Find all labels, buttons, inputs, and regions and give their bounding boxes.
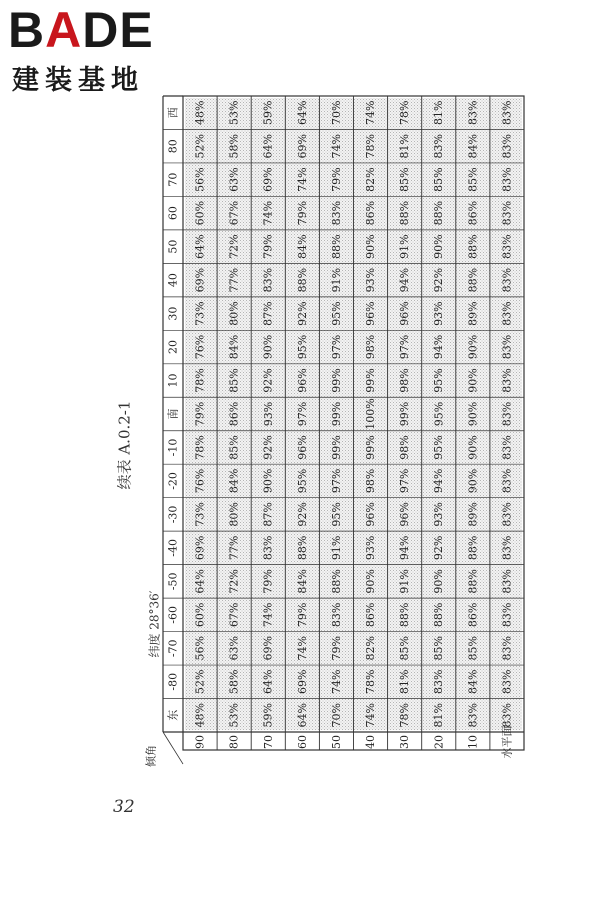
table-cell: 89% [466,301,480,326]
table-cell: 83% [466,703,480,728]
table-cell: 72% [227,569,241,594]
orientation-header: -70 [166,639,180,658]
table-cell: 77% [227,535,241,561]
table-cell: 100% [364,398,378,430]
table-cell: 74% [329,133,343,159]
table-cell: 64% [193,569,207,594]
table-cell: 99% [329,368,343,393]
table-cell: 76% [193,334,207,360]
table-cell: 85% [432,167,446,192]
table-cell: 84% [227,334,241,360]
orientation-header: 20 [166,340,180,355]
table-cell: 95% [432,401,446,427]
table-cell: 99% [329,435,343,460]
table-cell: 91% [329,535,343,561]
table-cell: 96% [398,301,412,326]
table-cell: 95% [295,468,309,494]
table-cell: 94% [432,334,446,360]
table-cell: 88% [432,602,446,628]
table-cell: 90% [364,234,378,259]
table-cell: 83% [500,301,514,326]
table-cell: 81% [398,669,412,695]
table-cell: 96% [364,301,378,326]
table-cell: 83% [500,535,514,561]
table-cell: 96% [295,435,309,460]
table-cell: 83% [500,334,514,360]
table-cell: 90% [432,569,446,594]
table-cell: 69% [193,535,207,561]
tilt-label: 50 [329,735,343,749]
table-cell: 70% [329,100,343,125]
orientation-header: -50 [166,572,180,591]
table-cell: 88% [432,200,446,226]
orientation-header: 10 [166,373,180,388]
table-cell: 83% [432,133,446,159]
table-cell: 88% [466,535,480,561]
table-cell: 99% [364,435,378,460]
table-cell: 86% [364,602,378,628]
table-cell: 69% [261,167,275,192]
table-cell: 86% [364,200,378,226]
table-cell: 78% [364,133,378,159]
table-cell: 67% [227,602,241,628]
tilt-label: 80 [227,735,241,749]
table-cell: 83% [500,703,514,728]
table-cell: 90% [466,368,480,393]
orientation-header: -10 [166,438,180,457]
table-cell: 87% [261,301,275,326]
orientation-header: 80 [166,139,180,154]
logo-subtitle: 建装基地 [12,65,144,96]
table-cell: 98% [364,468,378,494]
table-cell: 81% [432,100,446,125]
table-cell: 83% [500,468,514,494]
logo-letters-end: DE [82,2,154,58]
table-cell: 93% [364,535,378,561]
table-cell: 69% [193,267,207,293]
table-cell: 74% [261,602,275,628]
table-cell: 83% [500,200,514,226]
table-cell: 93% [261,401,275,427]
orientation-header: -80 [166,672,180,691]
table-cell: 84% [295,234,309,259]
orientation-header: 30 [166,306,180,321]
page-number: 32 [113,797,135,817]
table-cell: 74% [261,200,275,226]
table-cell: 98% [398,368,412,393]
table-cell: 83% [500,133,514,159]
table-cell: 83% [500,602,514,628]
table-cell: 74% [295,636,309,661]
table-cell: 95% [432,368,446,393]
table-cell: 64% [261,133,275,159]
table-cell: 73% [193,301,207,326]
table-cell: 64% [261,669,275,695]
table-cell: 93% [364,267,378,293]
orientation-header: 40 [166,273,180,288]
table-cell: 84% [295,569,309,594]
table-cell: 74% [329,669,343,695]
table-cell: 90% [364,569,378,594]
table-cell: 70% [329,703,343,728]
table-cell: 53% [227,703,241,728]
corner-label: 倾角 [144,745,158,767]
table-cell: 56% [193,636,207,661]
table-cell: 74% [364,703,378,728]
table-cell: 99% [329,401,343,427]
table-cell: 58% [227,669,241,695]
tilt-label: 水平面 [500,725,514,759]
table-cell: 56% [193,167,207,192]
table-cell: 76% [193,468,207,494]
table-cell: 64% [295,703,309,728]
table-cell: 78% [193,435,207,460]
orientation-header: 60 [166,206,180,221]
table-cell: 83% [261,535,275,561]
table-cell: 48% [193,100,207,125]
table-cell: 64% [193,234,207,259]
table-cell: 85% [466,636,480,661]
tilt-label: 30 [398,735,412,749]
table-cell: 67% [227,200,241,226]
table-cell: 85% [398,167,412,192]
table-cell: 86% [466,602,480,628]
table-cell: 95% [295,334,309,360]
table-cell: 99% [364,368,378,393]
table-cell: 69% [295,669,309,695]
table-cell: 81% [432,703,446,728]
latitude-label: 纬度 28°36′ [147,590,162,658]
table-cell: 97% [329,334,343,360]
orientation-header: 南 [166,408,180,420]
table-cell: 94% [432,468,446,494]
table-cell: 59% [261,703,275,728]
table-cell: 88% [295,535,309,561]
table-cell: 81% [398,133,412,159]
table-cell: 93% [432,301,446,326]
table-cell: 88% [398,200,412,226]
table-cell: 83% [329,200,343,226]
table-cell: 97% [398,334,412,360]
table-cell: 92% [295,301,309,326]
table-cell: 90% [261,468,275,494]
table-cell: 83% [500,401,514,427]
table-cell: 83% [466,100,480,125]
table-cell: 89% [466,502,480,527]
table-cell: 90% [466,468,480,494]
table-cell: 91% [398,234,412,259]
table-cell: 85% [466,167,480,192]
table-cell: 97% [398,468,412,494]
table-cell: 69% [295,133,309,159]
table-cell: 84% [466,133,480,159]
table-cell: 97% [295,401,309,427]
table-cell: 69% [261,636,275,661]
table-cell: 79% [295,602,309,628]
table-cell: 97% [329,468,343,494]
table-cell: 95% [329,502,343,527]
table-cell: 88% [466,234,480,259]
table-cell: 82% [364,636,378,661]
table-cell: 48% [193,703,207,728]
table-cell: 85% [227,368,241,393]
orientation-header: 西 [166,107,180,119]
orientation-header: 50 [166,239,180,254]
table-cell: 58% [227,133,241,159]
table-cell: 90% [432,234,446,259]
table-cell: 83% [500,669,514,695]
table-cell: 90% [261,334,275,360]
table-cell: 85% [227,435,241,460]
table-cell: 88% [295,267,309,293]
table-cell: 60% [193,602,207,628]
orientation-header: -40 [166,539,180,557]
table-cell: 74% [364,100,378,125]
table-cell: 88% [329,234,343,259]
table-cell: 60% [193,200,207,226]
orientation-header: -60 [166,605,180,624]
table-cell: 74% [295,167,309,192]
tilt-label: 60 [295,735,309,749]
table-caption: 续表 A.0.2-1 [115,400,134,490]
table-cell: 78% [398,703,412,728]
tilt-label: 20 [432,735,446,749]
table-cell: 64% [295,100,309,125]
table-cell: 77% [227,267,241,293]
table-cell: 79% [329,167,343,192]
table-cell: 83% [261,267,275,293]
orientation-header: 东 [166,709,180,721]
table-cell: 88% [329,569,343,594]
table-cell: 84% [466,669,480,695]
tilt-label: 40 [364,735,378,749]
table-cell: 72% [227,234,241,259]
table-cell: 84% [227,468,241,494]
logo-letters: B [8,2,46,58]
table-cell: 83% [500,502,514,527]
table-cell: 96% [398,502,412,527]
tilt-label: 70 [261,735,275,749]
table-cell: 88% [466,569,480,594]
table-cell: 83% [500,100,514,125]
table-cell: 52% [193,669,207,695]
table-cell: 73% [193,502,207,527]
table-cell: 83% [500,636,514,661]
table-cell: 90% [466,435,480,460]
table-cell: 80% [227,502,241,527]
table-cell: 83% [500,569,514,594]
table-cell: 95% [329,301,343,326]
table-cell: 83% [432,669,446,695]
table-cell: 52% [193,133,207,159]
table-cell: 96% [364,502,378,527]
tilt-label: 90 [193,735,207,749]
table-cell: 78% [364,669,378,695]
table-cell: 78% [398,100,412,125]
table-cell: 92% [261,435,275,460]
table-cell: 98% [364,334,378,360]
table-cell: 98% [398,435,412,460]
table-cell: 99% [398,401,412,427]
logo-accent-letter: A [45,2,83,58]
table-cell: 94% [398,267,412,293]
table-cell: 63% [227,167,241,192]
table-cell: 79% [329,636,343,661]
table-cell: 78% [193,368,207,393]
table-cell: 85% [432,636,446,661]
table-cell: 88% [398,602,412,628]
orientation-header: 70 [166,172,180,187]
table-cell: 90% [466,334,480,360]
table-cell: 83% [329,602,343,628]
orientation-header: -20 [166,472,180,490]
table-cell: 59% [261,100,275,125]
table-cell: 83% [500,435,514,460]
table-cell: 95% [432,435,446,460]
table-cell: 53% [227,100,241,125]
table-cell: 82% [364,167,378,192]
tilt-label: 10 [466,735,480,749]
table-cell: 93% [432,502,446,527]
table-cell: 83% [500,368,514,393]
table-cell: 90% [466,401,480,427]
table-cell: 86% [466,200,480,226]
table-cell: 63% [227,636,241,661]
table-cell: 79% [295,200,309,226]
orientation-header: -30 [166,505,180,524]
table-cell: 92% [295,502,309,527]
table-cell: 85% [398,636,412,661]
table-cell: 86% [227,401,241,427]
table-cell: 83% [500,234,514,259]
table-cell: 83% [500,267,514,293]
table-cell: 92% [432,535,446,561]
table-cell: 94% [398,535,412,561]
table-cell: 80% [227,301,241,326]
table-cell: 96% [295,368,309,393]
table-cell: 79% [261,234,275,259]
table-cell: 79% [261,569,275,594]
table-cell: 79% [193,401,207,427]
table-cell: 92% [432,267,446,293]
table-cell: 91% [329,267,343,293]
table-cell: 88% [466,267,480,293]
table-cell: 83% [500,167,514,192]
table-cell: 91% [398,569,412,594]
table-cell: 87% [261,502,275,527]
table-cell: 92% [261,368,275,393]
